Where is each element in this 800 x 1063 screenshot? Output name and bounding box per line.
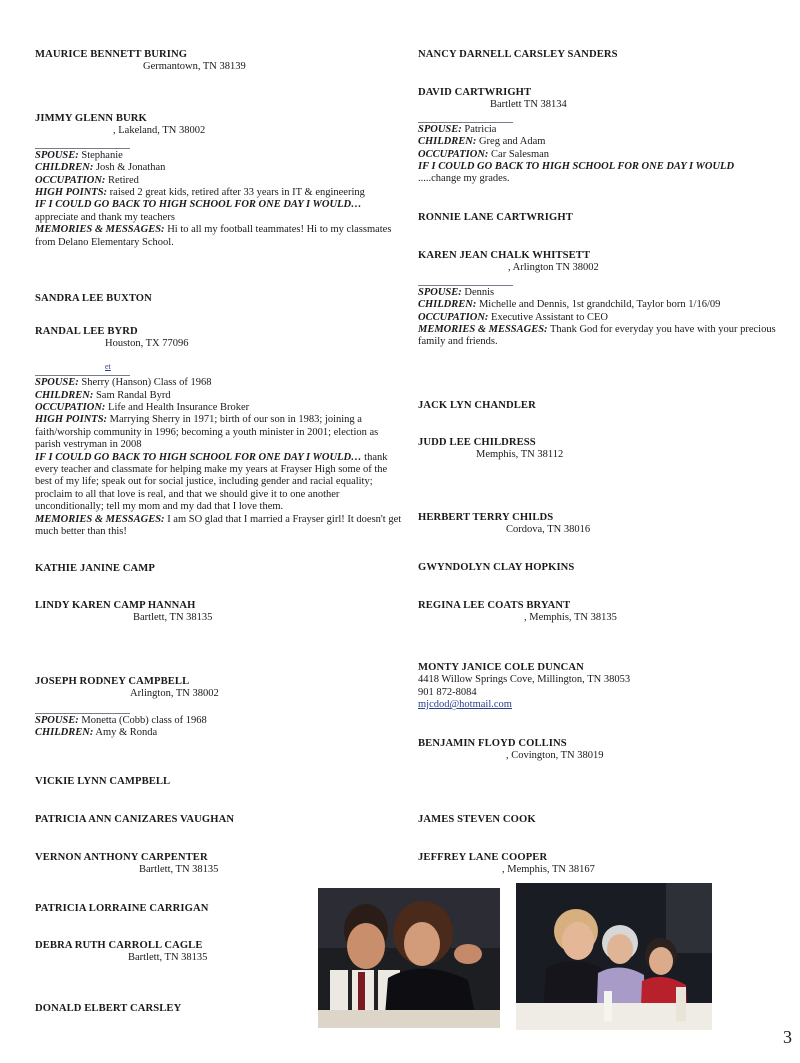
field-key: HIGH POINTS: (35, 414, 108, 426)
field-value: .....change my grades. (418, 173, 510, 185)
classmate-name: BENJAMIN FLOYD COLLINS (418, 738, 567, 749)
field-key: SPOUSE: (35, 714, 79, 726)
classmate-location: Bartlett, TN 38135 (128, 952, 208, 964)
field-value: appreciate and thank my teachers (35, 211, 175, 223)
margin-mark: et (105, 361, 111, 371)
profile-field (35, 715, 405, 727)
classmate-name: MONTY JANICE COLE DUNCAN (418, 662, 584, 673)
field-value: Executive Assistant to CEO (491, 311, 608, 323)
profile-field (35, 514, 405, 539)
field-value: Monetta (Cobb) class of 1968 (81, 714, 207, 726)
classmate-name: JOSEPH RODNEY CAMPBELL (35, 676, 190, 687)
field-rule (35, 375, 130, 376)
profile-field (418, 312, 778, 324)
classmate-entry (418, 437, 778, 462)
field-value: Hi to all my football teammates! Hi to my classmates from Delano Elementary School. (35, 224, 392, 248)
classmate-name: NANCY DARNELL CARSLEY SANDERS (418, 49, 618, 60)
field-value: Sam Randal Byrd (95, 389, 171, 401)
profile-field (35, 224, 405, 249)
classmate-entry (35, 113, 405, 249)
field-key: OCCUPATION: (35, 402, 106, 414)
classmate-name: HERBERT TERRY CHILDS (418, 512, 554, 523)
profile-field (418, 324, 778, 349)
reunion-photo-couple (318, 888, 500, 1028)
classmate-location: , Memphis, TN 38135 (524, 612, 617, 624)
field-key: HIGH POINTS: (35, 187, 108, 199)
classmate-entry (418, 814, 778, 826)
classmate-name: VERNON ANTHONY CARPENTER (35, 852, 208, 863)
classmate-location: Germantown, TN 38139 (143, 61, 246, 73)
profile-field (418, 124, 778, 136)
spacer (35, 138, 405, 146)
field-value: Amy & Ronda (95, 727, 158, 739)
classmate-location: , Covington, TN 38019 (506, 750, 604, 762)
classmate-entry (418, 212, 778, 224)
field-key: SPOUSE: (35, 377, 79, 389)
contact-line: 4418 Willow Springs Cove, Millington, TN 38053 (418, 674, 631, 686)
profile-field (418, 161, 778, 186)
field-key: IF I COULD GO BACK TO HIGH SCHOOL FOR ONE DAY I WOULD… (35, 451, 362, 463)
classmate-name: JACK LYN CHANDLER (418, 400, 536, 411)
contact-line: 901 872-8084 (418, 686, 477, 698)
profile-field (418, 299, 778, 311)
classmate-location: Bartlett, TN 38135 (133, 612, 213, 624)
field-value: Stephanie (81, 149, 123, 161)
page-number: 3 (783, 1027, 792, 1047)
spacer (35, 701, 405, 711)
classmate-entry (35, 326, 405, 539)
field-key: CHILDREN: (418, 136, 477, 148)
field-key: SPOUSE: (35, 149, 79, 161)
classmate-location: Arlington, TN 38002 (130, 688, 219, 700)
classmate-name: PATRICIA ANN CANIZARES VAUGHAN (35, 814, 235, 825)
classmate-entry (418, 662, 778, 712)
classmate-name: LINDY KAREN CAMP HANNAH (35, 600, 196, 611)
classmate-location: Bartlett, TN 38135 (139, 864, 219, 876)
classmate-location: Memphis, TN 38112 (476, 449, 564, 461)
field-key: CHILDREN: (418, 299, 477, 311)
profile-field (35, 187, 405, 199)
field-value: Thank God for everyday you have with your precious family and friends. (418, 324, 776, 348)
classmate-name: DAVID CARTWRIGHT (418, 87, 532, 98)
classmate-location: , Memphis, TN 38167 (502, 864, 595, 876)
classmate-name: PATRICIA LORRAINE CARRIGAN (35, 903, 209, 914)
classmate-entry (418, 49, 778, 61)
classmate-entry (35, 563, 405, 575)
profile-field (35, 150, 405, 162)
field-value: Marrying Sherry in 1971; birth of our son in 1983; joining a faith/worship community in 1996; becoming a youth minister in 2001; election as parish vestryman in 2008 (35, 414, 379, 451)
profile-field (35, 402, 405, 414)
field-key: MEMORIES & MESSAGES: (418, 324, 548, 336)
classmate-name: GWYNDOLYN CLAY HOPKINS (418, 562, 575, 573)
field-key: IF I COULD GO BACK TO HIGH SCHOOL FOR ONE DAY I WOULD… (35, 199, 362, 211)
classmate-entry (35, 814, 405, 826)
field-key: CHILDREN: (35, 389, 94, 401)
email-link[interactable]: mjcdod@hotmail.com (418, 699, 512, 711)
field-key: IF I COULD GO BACK TO HIGH SCHOOL FOR ONE DAY I WOULD (418, 161, 735, 173)
classmate-entry (418, 87, 778, 186)
classmate-location: Bartlett TN 38134 (490, 99, 567, 111)
spacer (418, 275, 778, 283)
classmate-name: JEFFREY LANE COOPER (418, 852, 548, 863)
profile-field (35, 452, 405, 514)
profile-field (418, 287, 778, 299)
classmate-entry (418, 738, 778, 763)
field-key: SPOUSE: (418, 286, 462, 298)
field-rule (35, 713, 130, 714)
classmate-entry (35, 293, 405, 305)
spacer (418, 112, 778, 120)
classmate-entry (418, 600, 778, 625)
classmate-name: KAREN JEAN CHALK WHITSETT (418, 250, 591, 261)
field-key: OCCUPATION: (35, 174, 106, 186)
field-value: Retired (108, 174, 139, 186)
spacer (35, 351, 405, 361)
field-key: OCCUPATION: (418, 148, 489, 160)
profile-field (35, 414, 405, 451)
profile-field (35, 162, 405, 174)
classmate-entry (418, 512, 778, 537)
profile-field (35, 377, 405, 389)
field-key: SPOUSE: (418, 123, 462, 135)
classmate-name: DONALD ELBERT CARSLEY (35, 1003, 182, 1014)
field-value: Michelle and Dennis, 1st grandchild, Taylor born 1/16/09 (478, 299, 721, 311)
reunion-photo-group (516, 883, 712, 1030)
field-value: thank every teacher and classmate for helping make my years at Frayser High some of the best of my life; speak out for social justice, including gender and racial equality; proclaim to all that love is real, and that we should give it to one another unconditionally; tell my mom and my dad that I love them. (35, 451, 388, 513)
classmate-entry (418, 562, 778, 574)
classmate-entry (35, 852, 405, 877)
classmate-name: KATHIE JANINE CAMP (35, 563, 155, 574)
classmate-name: RANDAL LEE BYRD (35, 326, 138, 337)
field-value: I am SO glad that I married a Frayser girl! It doesn't get much better than this! (35, 513, 402, 538)
field-rule (418, 122, 513, 123)
classmate-entry (35, 776, 405, 788)
classmate-name: VICKIE LYNN CAMPBELL (35, 776, 171, 787)
profile-field (418, 149, 778, 161)
classmate-name: SANDRA LEE BUXTON (35, 293, 152, 304)
classmate-location: Cordova, TN 38016 (506, 524, 591, 536)
classmate-entry (418, 250, 778, 349)
classmate-entry (35, 676, 405, 740)
profile-field (35, 199, 405, 224)
field-key: CHILDREN: (35, 727, 94, 739)
classmate-name: RONNIE LANE CARTWRIGHT (418, 212, 573, 223)
field-value: raised 2 great kids, retired after 33 years in IT & engineering (109, 187, 365, 199)
field-key: CHILDREN: (35, 162, 94, 174)
classmate-name: DEBRA RUTH CARROLL CAGLE (35, 940, 203, 951)
profile-field (35, 175, 405, 187)
classmate-name: REGINA LEE COATS BRYANT (418, 600, 571, 611)
field-value: Dennis (464, 286, 495, 298)
classmate-location: Houston, TX 77096 (105, 338, 189, 350)
classmate-entry (35, 49, 405, 74)
field-key: MEMORIES & MESSAGES: (35, 513, 165, 525)
classmate-location: , Lakeland, TN 38002 (113, 125, 206, 137)
classmate-name: MAURICE BENNETT BURING (35, 49, 188, 60)
field-value: Patricia (464, 123, 497, 135)
classmate-location: , Arlington TN 38002 (508, 262, 599, 274)
classmate-entry (418, 400, 778, 412)
field-value: Sherry (Hanson) Class of 1968 (81, 377, 212, 389)
field-value: Josh & Jonathan (95, 162, 166, 174)
field-key: MEMORIES & MESSAGES: (35, 224, 165, 236)
profile-field (35, 727, 405, 739)
field-value: Car Salesman (491, 148, 550, 160)
field-key: OCCUPATION: (418, 311, 489, 323)
field-value: Life and Health Insurance Broker (108, 402, 250, 414)
field-rule (418, 285, 513, 286)
profile-field (35, 390, 405, 402)
classmate-entry (35, 600, 405, 625)
classmate-name: JUDD LEE CHILDRESS (418, 437, 536, 448)
profile-field (418, 136, 778, 148)
classmate-name: JIMMY GLENN BURK (35, 113, 147, 124)
classmate-entry (418, 852, 778, 877)
classmate-name: JAMES STEVEN COOK (418, 814, 536, 825)
field-rule (35, 148, 130, 149)
field-value: Greg and Adam (478, 136, 546, 148)
